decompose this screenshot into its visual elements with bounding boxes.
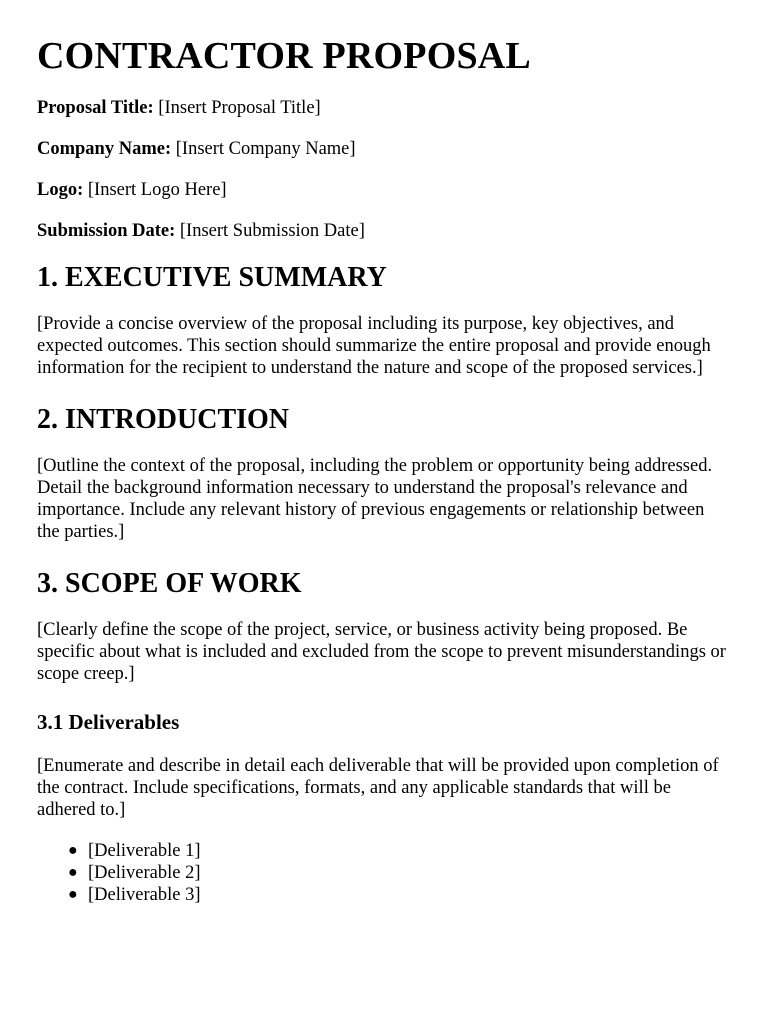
- deliverable-text: [Deliverable 3]: [88, 885, 201, 905]
- deliverable-text: [Deliverable 1]: [88, 841, 201, 861]
- meta-label: Submission Date:: [37, 221, 176, 241]
- list-item: [68, 862, 730, 884]
- section-heading-scope-of-work: 3. SCOPE OF WORK: [37, 568, 302, 599]
- meta-label: Proposal Title:: [37, 98, 154, 118]
- deliverable-text: [Deliverable 2]: [88, 863, 201, 883]
- list-item: [68, 840, 730, 862]
- section-heading-executive-summary: 1. EXECUTIVE SUMMARY: [37, 262, 387, 293]
- proposal-meta: [37, 97, 730, 242]
- introduction-text: [Outline the context of the proposal, including the problem or opportunity being addressed. Detail the background information necessary to understand the proposal's relevance and importance. Include any relevant history of previous engagements or relationship between the parties.]: [37, 456, 713, 542]
- executive-summary-text: [Provide a concise overview of the proposal including its purpose, key objectives, and expected outcomes. This section should summarize the entire proposal and provide enough information for the recipient to understand the nature and scope of the proposed services.]: [37, 314, 711, 378]
- deliverables-text: [Enumerate and describe in detail each deliverable that will be provided upon completion of the contract. Include specifications, formats, and any applicable standards that will be adhered to.]: [37, 756, 719, 820]
- meta-logo: [37, 179, 730, 201]
- bullet-icon: ●: [68, 842, 78, 859]
- document-title: CONTRACTOR PROPOSAL: [37, 35, 531, 77]
- scope-of-work-text: [Clearly define the scope of the project, service, or business activity being proposed. Be specific about what is included and excluded from the scope to prevent misunderstandings or scope creep.]: [37, 620, 726, 684]
- meta-proposal-title: [37, 97, 730, 119]
- section-heading-introduction: 2. INTRODUCTION: [37, 404, 290, 435]
- meta-label: Logo:: [37, 180, 84, 200]
- subsection-heading-deliverables: 3.1 Deliverables: [37, 710, 180, 734]
- meta-label: Company Name:: [37, 139, 172, 159]
- meta-value: [Insert Submission Date]: [179, 221, 365, 241]
- meta-value: [Insert Company Name]: [175, 139, 356, 159]
- bullet-icon: ●: [68, 864, 78, 881]
- meta-company-name: [37, 138, 730, 160]
- meta-value: [Insert Proposal Title]: [158, 98, 321, 118]
- deliverables-list: [37, 840, 730, 906]
- meta-value: [Insert Logo Here]: [87, 180, 227, 200]
- bullet-icon: ●: [68, 886, 78, 903]
- meta-submission-date: [37, 220, 730, 242]
- list-item: [68, 884, 730, 906]
